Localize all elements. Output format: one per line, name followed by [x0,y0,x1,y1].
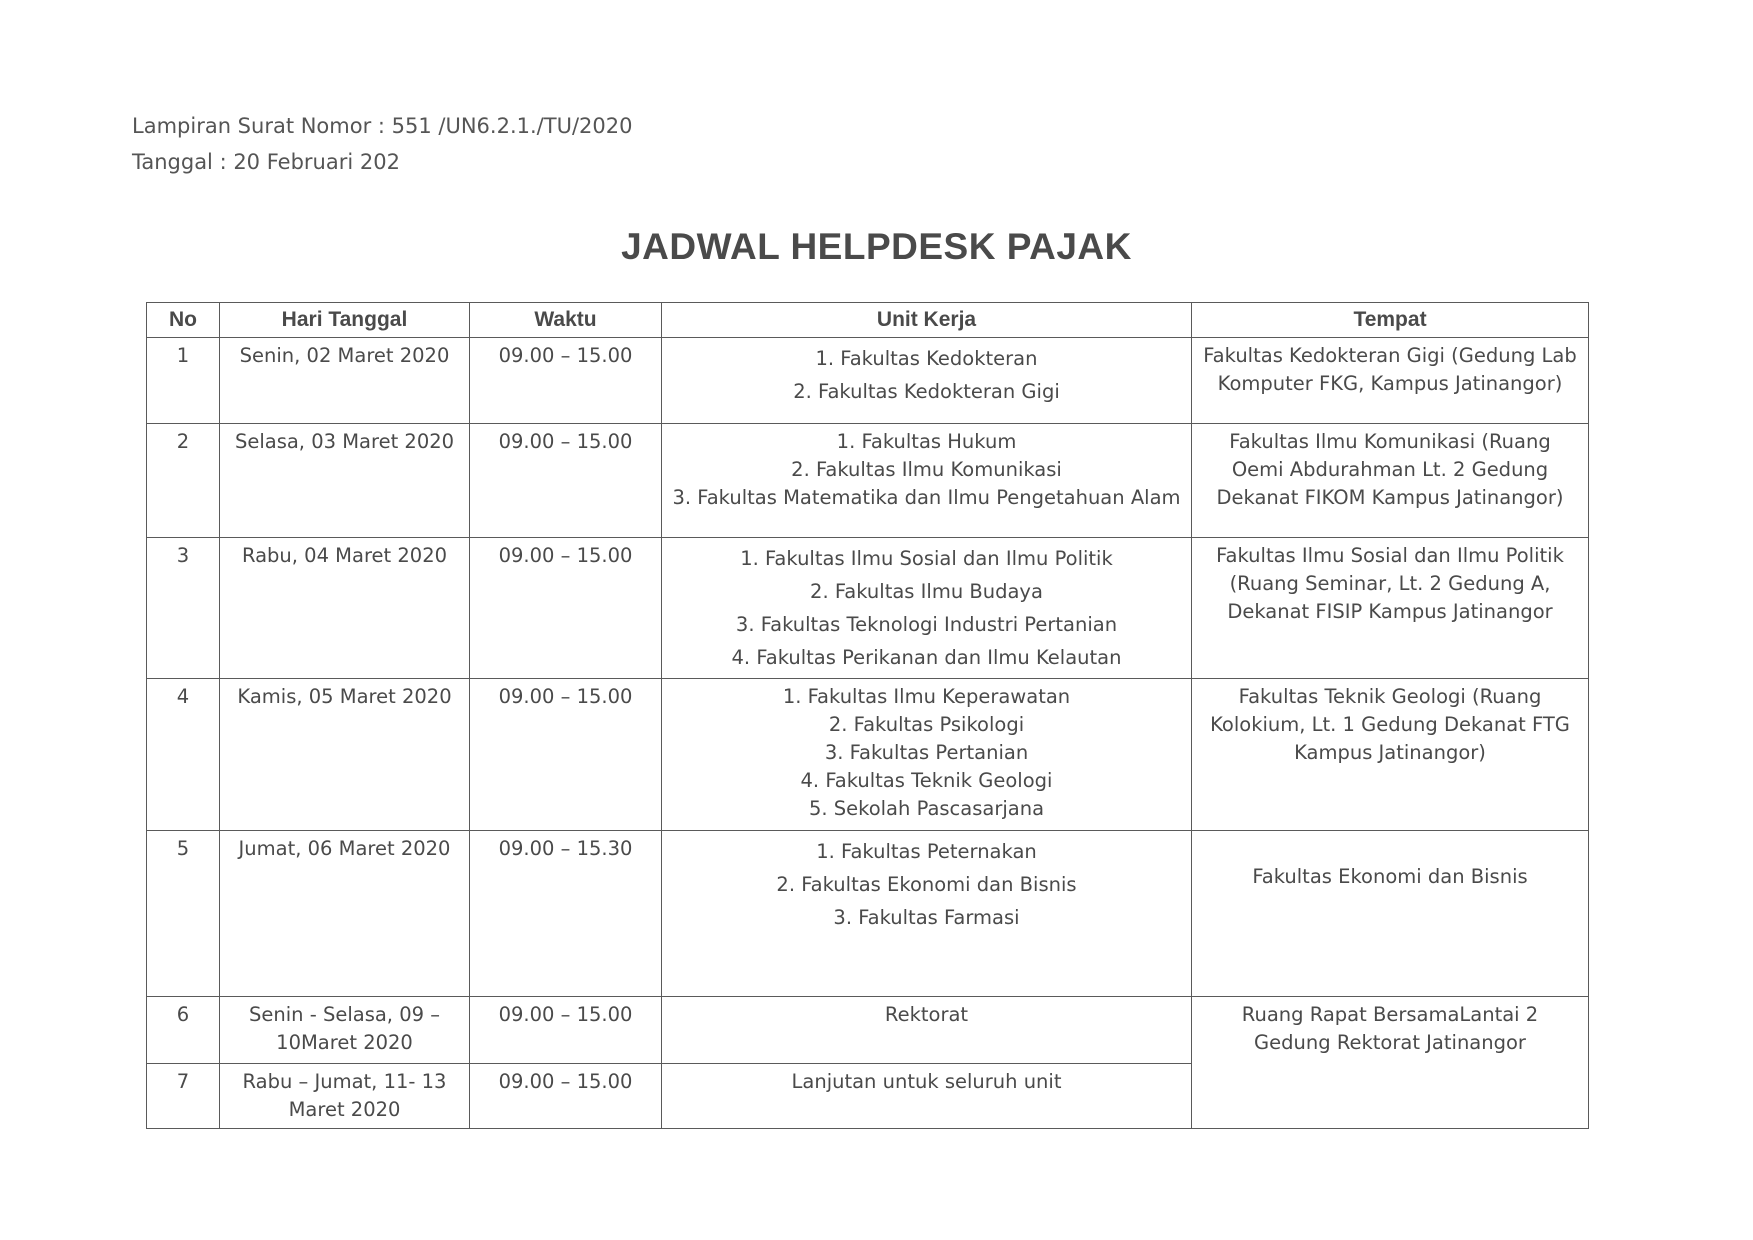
column-header: Unit Kerja [662,303,1192,338]
row-time: 09.00 – 15.00 [470,679,662,831]
row-time: 09.00 – 15.00 [470,538,662,679]
row-unit [662,338,1192,424]
unit-item: 1. Fakultas Peternakan [816,840,1037,863]
row-unit [662,424,1192,538]
unit-item: 3. Fakultas Matematika dan Ilmu Pengetahuan Alam [672,486,1181,509]
letter-date: Tanggal : 20 Februari 202 [132,150,400,174]
row-unit: Rektorat [662,997,1192,1064]
page-title: JADWAL HELPDESK PAJAK [621,226,1132,267]
row-time: 09.00 – 15.00 [470,424,662,538]
unit-item: 2. Fakultas Psikologi [828,713,1025,736]
unit-item: 2. Fakultas Kedokteran Gigi [793,380,1060,403]
unit-item: 1. Fakultas Ilmu Sosial dan Ilmu Politik [740,547,1113,570]
table-row [147,997,1589,1064]
unit-item: 3. Fakultas Teknologi Industri Pertanian [735,613,1118,636]
row-number: 1 [147,338,220,424]
column-header: Tempat [1192,303,1589,338]
unit-item: 1. Fakultas Ilmu Keperawatan [782,685,1071,708]
row-time: 09.00 – 15.00 [470,1064,662,1129]
row-location: Ruang Rapat BersamaLantai 2 Gedung Rektorat Jatinangor [1192,997,1589,1129]
table-row [147,338,1589,424]
row-time: 09.00 – 15.00 [470,338,662,424]
row-time: 09.00 – 15.00 [470,997,662,1064]
column-header: Hari Tanggal [220,303,470,338]
document-header [132,108,632,180]
table-row [147,831,1589,997]
row-unit [662,679,1192,831]
column-header: No [147,303,220,338]
row-number: 3 [147,538,220,679]
table-row [147,538,1589,679]
unit-item: 5. Sekolah Pascasarjana [808,797,1045,820]
table-row [147,424,1589,538]
schedule-table [146,302,1589,1129]
row-location: Fakultas Teknik Geologi (Ruang Kolokium, Lt. 1 Gedung Dekanat FTG Kampus Jatinangor) [1192,679,1589,831]
row-number: 2 [147,424,220,538]
unit-item: 3. Fakultas Pertanian [824,741,1029,764]
row-number: 4 [147,679,220,831]
row-date: Senin, 02 Maret 2020 [220,338,470,424]
row-date: Senin - Selasa, 09 – 10Maret 2020 [220,997,470,1064]
row-number: 6 [147,997,220,1064]
row-location: Fakultas Kedokteran Gigi (Gedung Lab Komputer FKG, Kampus Jatinangor) [1192,338,1589,424]
row-location: Fakultas Ilmu Sosial dan Ilmu Politik (Ruang Seminar, Lt. 2 Gedung A, Dekanat FISIP Kampus Jatinangor [1192,538,1589,679]
row-number: 7 [147,1064,220,1129]
unit-item: 2. Fakultas Ilmu Komunikasi [791,458,1062,481]
unit-item: 2. Fakultas Ekonomi dan Bisnis [776,873,1077,896]
unit-item: 4. Fakultas Perikanan dan Ilmu Kelautan [731,646,1122,669]
row-date: Selasa, 03 Maret 2020 [220,424,470,538]
table-row [147,679,1589,831]
row-date: Jumat, 06 Maret 2020 [220,831,470,997]
unit-item: 1. Fakultas Hukum [836,430,1017,453]
row-date: Kamis, 05 Maret 2020 [220,679,470,831]
row-unit [662,831,1192,997]
row-unit: Lanjutan untuk seluruh unit [662,1064,1192,1129]
row-time: 09.00 – 15.30 [470,831,662,997]
row-date: Rabu, 04 Maret 2020 [220,538,470,679]
row-number: 5 [147,831,220,997]
unit-item: 3. Fakultas Farmasi [833,906,1020,929]
surat-number: Lampiran Surat Nomor : 551 /UN6.2.1./TU/2020 [132,114,633,138]
column-header: Waktu [470,303,662,338]
unit-item: 1. Fakultas Kedokteran [815,347,1038,370]
unit-item: 4. Fakultas Teknik Geologi [800,769,1053,792]
row-location [1192,831,1589,997]
row-location-text: Fakultas Ekonomi dan Bisnis [1252,865,1528,888]
row-location: Fakultas Ilmu Komunikasi (Ruang Oemi Abdurahman Lt. 2 Gedung Dekanat FIKOM Kampus Jatinangor) [1192,424,1589,538]
row-date: Rabu – Jumat, 11- 13 Maret 2020 [220,1064,470,1129]
row-unit [662,538,1192,679]
unit-item: 2. Fakultas Ilmu Budaya [810,580,1043,603]
table-header-row [147,303,1589,338]
